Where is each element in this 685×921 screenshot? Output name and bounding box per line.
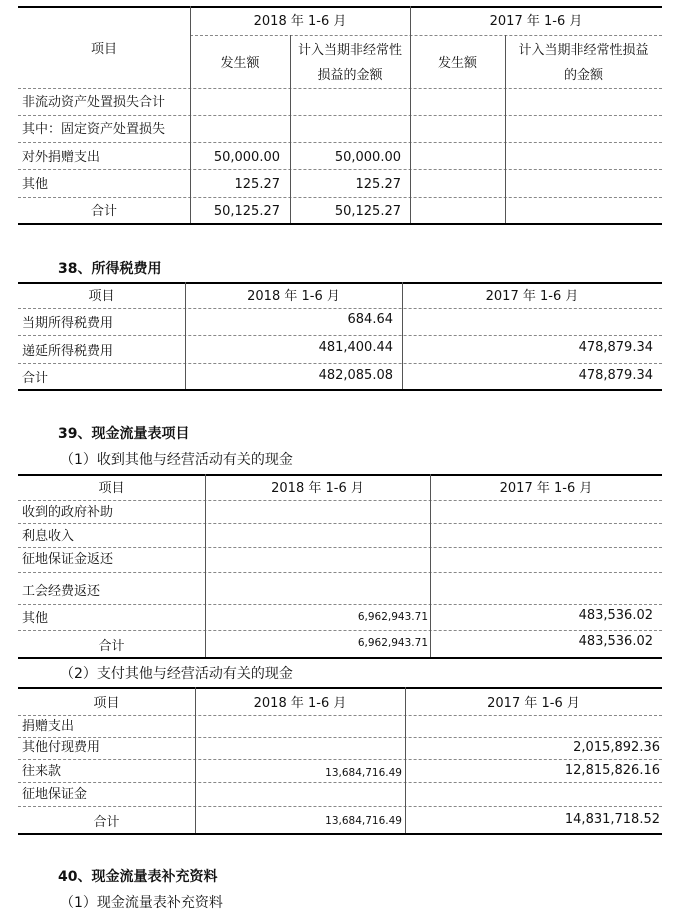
row-label: 往来款 <box>22 764 62 779</box>
value-2017: 478,879.34 <box>578 340 653 355</box>
section-39-sub2: （2）支付其他与经营活动有关的现金 <box>60 666 293 682</box>
section-39-title: 39、现金流量表项目 <box>58 426 190 442</box>
row-label: 征地保证金 <box>22 787 88 802</box>
value-2018: 13,684,716.49 <box>325 815 402 827</box>
header-item: 项目 <box>88 289 115 304</box>
value-2017: 483,536.02 <box>578 608 653 623</box>
value-2017: 2,015,892.36 <box>573 740 660 755</box>
header-period-2017: 2017 年 1-6 月 <box>489 14 583 29</box>
header-period-2018: 2018 年 1-6 月 <box>247 289 340 304</box>
total-label: 合计 <box>98 639 125 654</box>
header-nonrecurring-2017-line2: 的金额 <box>563 68 603 83</box>
row-label: 当期所得税费用 <box>22 316 114 331</box>
value-2018: 684.64 <box>347 312 393 327</box>
section-38-title: 38、所得税费用 <box>58 261 162 277</box>
section-39-sub1: （1）收到其他与经营活动有关的现金 <box>60 452 293 468</box>
amount-2018: 125.27 <box>234 177 280 192</box>
row-label: 其他 <box>22 611 49 626</box>
value-2017: 478,879.34 <box>578 368 653 383</box>
section-40-sub1: （1）现金流量表补充资料 <box>60 895 223 911</box>
header-period-2017: 2017 年 1-6 月 <box>499 481 593 496</box>
header-nonrecurring-2017-line1: 计入当期非经常性损益 <box>518 43 649 58</box>
row-label: 征地保证金返还 <box>22 552 114 567</box>
row-label: 工会经费返还 <box>22 584 101 599</box>
total-label: 合计 <box>90 204 117 219</box>
header-nonrecurring-2018-line1: 计入当期非经常性 <box>297 43 402 58</box>
total-label: 合计 <box>22 371 49 386</box>
row-label: 利息收入 <box>22 529 75 544</box>
nonrecurring-2018: 125.27 <box>355 177 401 192</box>
amount-2018: 50,000.00 <box>213 150 280 165</box>
row-label: 其中：固定资产处置损失 <box>22 122 166 137</box>
nonrecurring-2018: 50,125.27 <box>334 204 401 219</box>
value-2018: 13,684,716.49 <box>325 767 402 779</box>
header-period-2018: 2018 年 1-6 月 <box>271 481 364 496</box>
row-label: 收到的政府补助 <box>22 505 114 520</box>
header-item: 项目 <box>90 42 117 57</box>
row-label: 对外捐赠支出 <box>22 150 101 165</box>
value-2018: 6,962,943.71 <box>357 637 428 649</box>
header-amount-2017: 发生额 <box>437 56 477 71</box>
header-item: 项目 <box>98 481 125 496</box>
section-40-title: 40、现金流量表补充资料 <box>58 869 218 885</box>
row-label: 其他 <box>22 177 49 192</box>
row-label: 捐赠支出 <box>22 719 75 734</box>
header-item: 项目 <box>93 696 120 711</box>
value-2017: 12,815,826.16 <box>564 763 660 778</box>
amount-2018: 50,125.27 <box>213 204 280 219</box>
header-nonrecurring-2018-line2: 损益的金额 <box>317 68 383 83</box>
row-label: 其他付现费用 <box>22 740 101 755</box>
header-amount-2018: 发生额 <box>220 56 260 71</box>
value-2018: 6,962,943.71 <box>357 611 428 623</box>
header-period-2017: 2017 年 1-6 月 <box>487 696 580 711</box>
total-label: 合计 <box>93 815 120 830</box>
value-2018: 481,400.44 <box>318 340 393 355</box>
nonrecurring-2018: 50,000.00 <box>334 150 401 165</box>
value-2017: 483,536.02 <box>578 634 653 649</box>
value-2017: 14,831,718.52 <box>564 812 660 827</box>
header-period-2018: 2018 年 1-6 月 <box>253 14 347 29</box>
row-label: 非流动资产处置损失合计 <box>22 95 166 110</box>
row-label: 递延所得税费用 <box>22 344 114 359</box>
header-period-2017: 2017 年 1-6 月 <box>485 289 579 304</box>
header-period-2018: 2018 年 1-6 月 <box>253 696 347 711</box>
value-2018: 482,085.08 <box>318 368 393 383</box>
